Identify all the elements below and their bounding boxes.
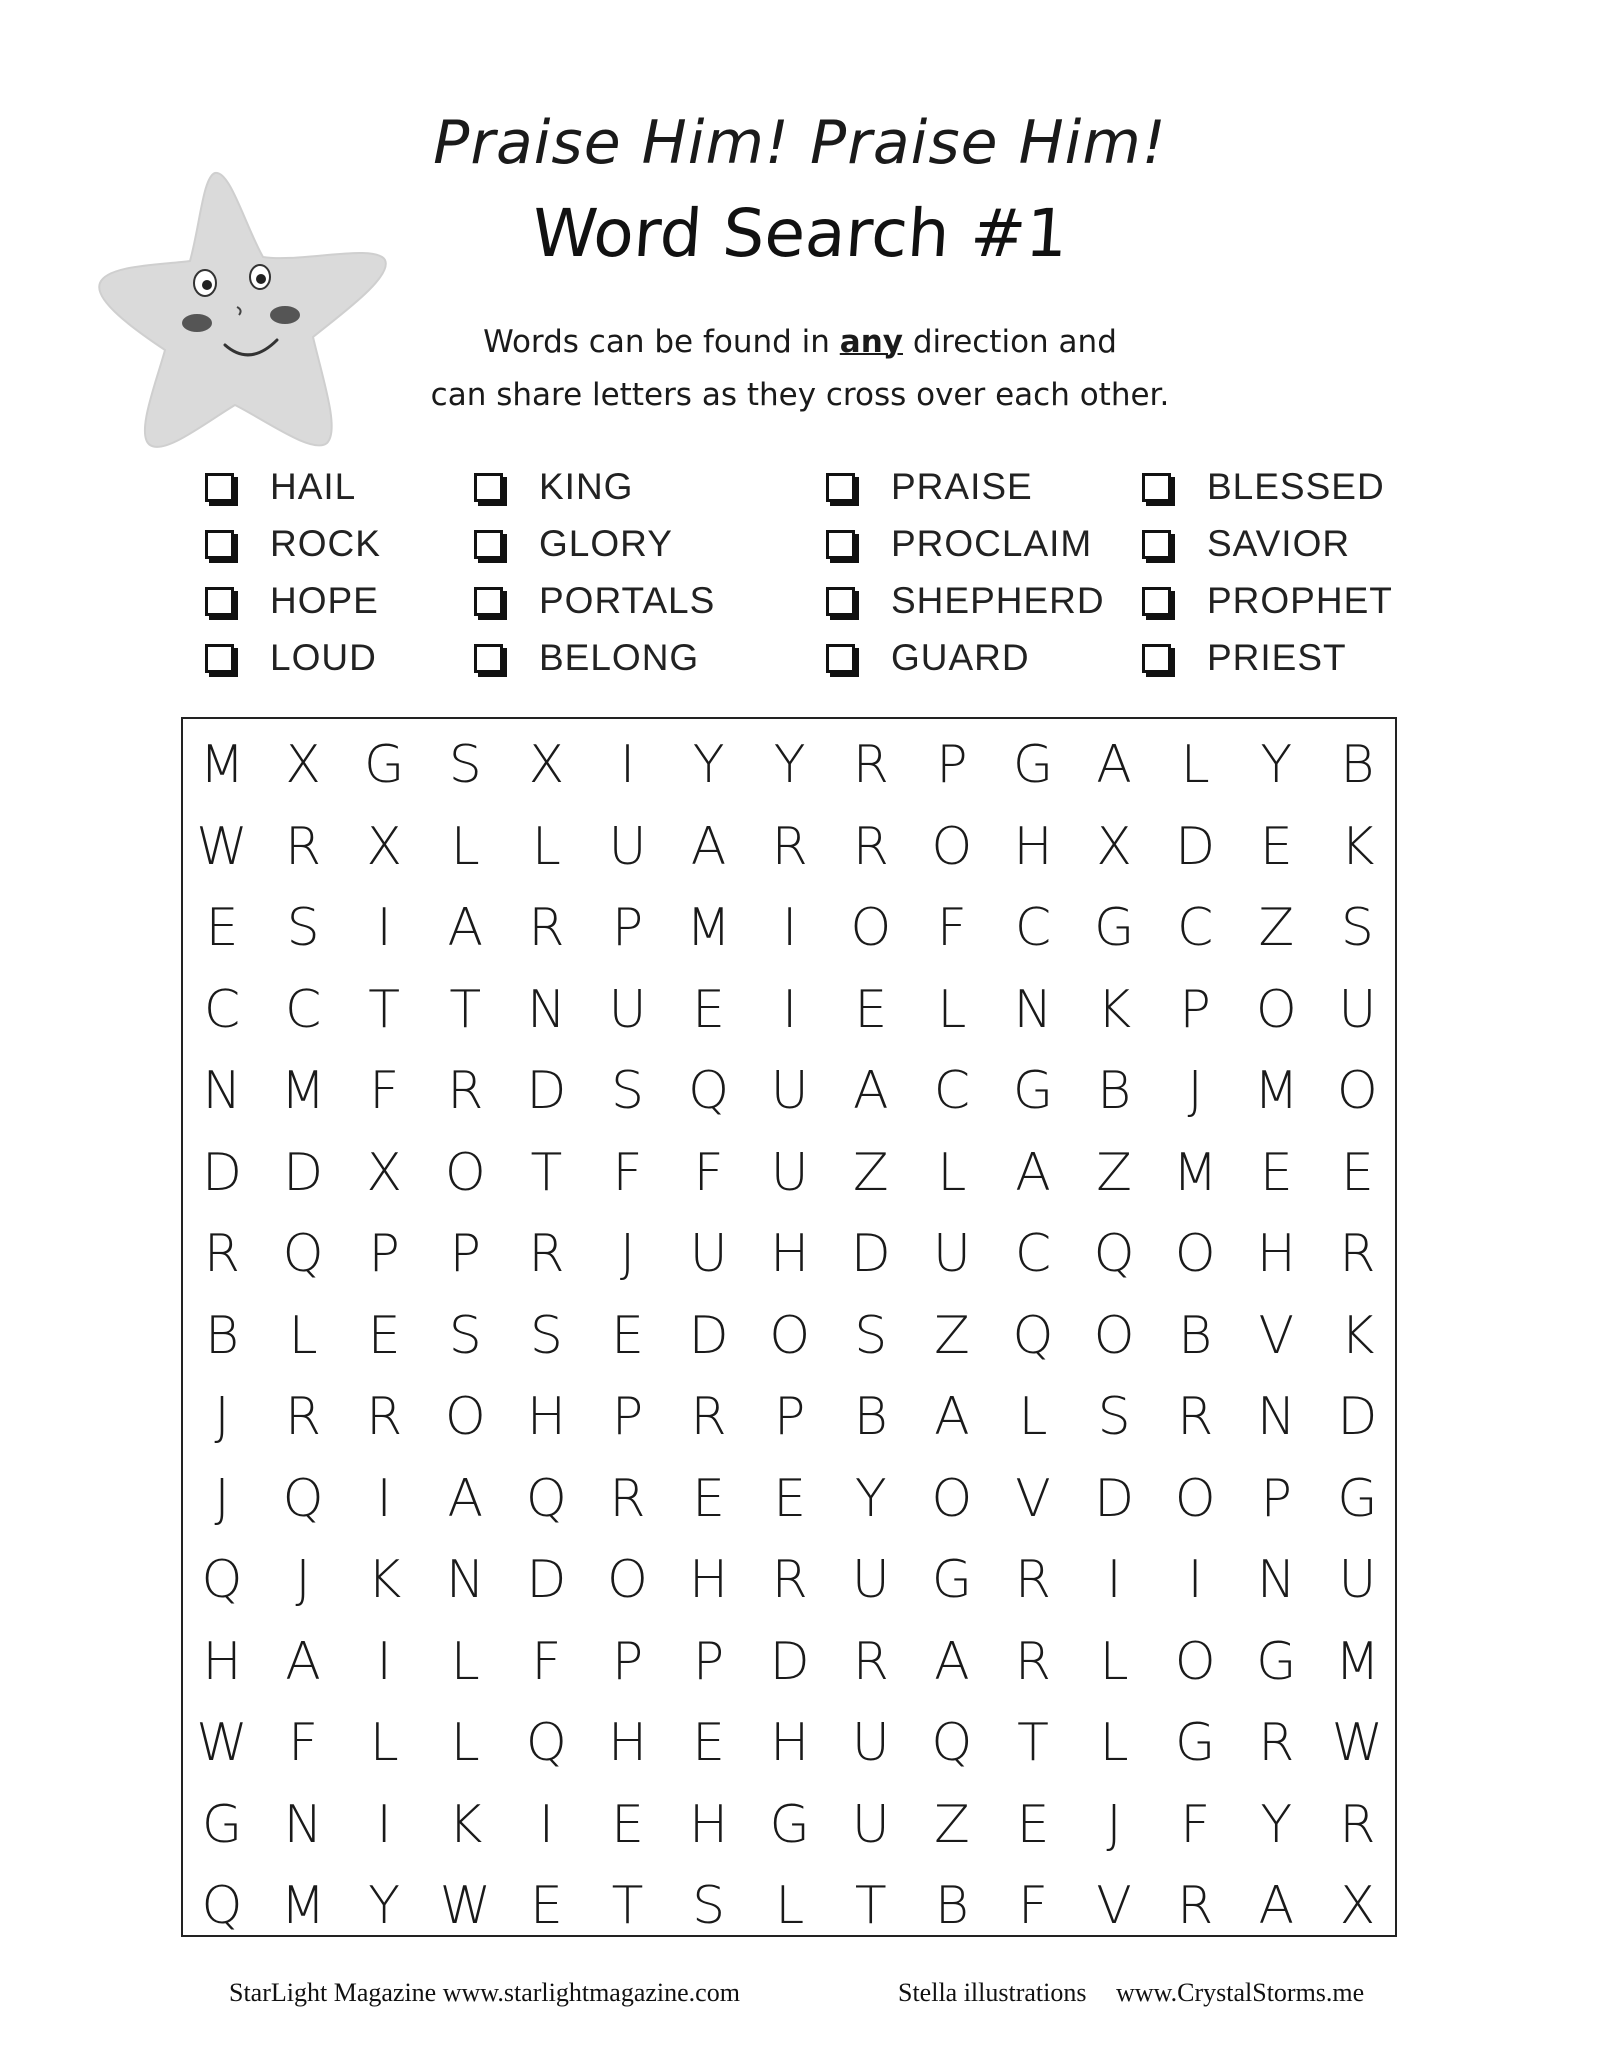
word-list-label: SAVIOR <box>1207 523 1351 564</box>
grid-letter[interactable]: S <box>286 898 320 958</box>
grid-letter[interactable]: R <box>1339 1794 1376 1855</box>
grid-letter[interactable]: L <box>1018 1387 1048 1447</box>
grid-letter[interactable]: I <box>376 898 392 958</box>
word-list-label: PROCLAIM <box>891 523 1093 564</box>
grid-letter[interactable]: O <box>850 898 892 958</box>
grid-letter[interactable]: A <box>690 816 727 877</box>
instructions-line-2: can share letters as they cross over each other. <box>430 377 1170 413</box>
grid-letter[interactable]: L <box>369 1713 399 1773</box>
checkbox-icon[interactable] <box>474 587 503 616</box>
grid-letter[interactable]: V <box>1258 1305 1295 1366</box>
grid-letter[interactable]: P <box>611 1387 644 1447</box>
grid-letter[interactable]: H <box>607 1713 648 1773</box>
grid-letter[interactable]: A <box>447 898 484 958</box>
grid-letter[interactable]: R <box>852 816 889 877</box>
grid-letter[interactable]: L <box>288 1305 318 1366</box>
checkbox-icon[interactable] <box>1142 473 1171 502</box>
grid-letter[interactable]: D <box>1175 816 1216 877</box>
grid-letter[interactable]: X <box>528 735 565 795</box>
grid-letter[interactable]: K <box>1340 816 1375 877</box>
grid-letter[interactable]: R <box>528 898 565 958</box>
grid-letter[interactable]: Q <box>1012 1305 1054 1366</box>
grid-letter[interactable]: Q <box>525 1713 567 1773</box>
word-list-item <box>826 462 1033 512</box>
grid-letter[interactable]: W <box>1331 1713 1384 1773</box>
grid-letter[interactable]: U <box>608 816 647 877</box>
grid-letter[interactable]: X <box>1339 1876 1376 1936</box>
grid-letter[interactable]: H <box>1256 1224 1296 1284</box>
instructions <box>300 316 1300 422</box>
grid-letter[interactable]: O <box>1174 1631 1216 1692</box>
grid-letter[interactable]: U <box>689 1224 728 1284</box>
grid-letter[interactable]: G <box>201 1794 243 1855</box>
grid-letter[interactable]: A <box>447 1468 484 1529</box>
grid-letter[interactable]: I <box>782 979 798 1040</box>
grid-letter[interactable]: D <box>201 1142 243 1203</box>
grid-letter[interactable]: J <box>619 1224 636 1284</box>
grid-letter[interactable]: O <box>1174 1468 1216 1529</box>
checkbox-icon[interactable] <box>205 530 234 559</box>
checkbox-icon[interactable] <box>826 587 855 616</box>
grid-letter[interactable]: R <box>285 1387 322 1447</box>
checkbox-icon[interactable] <box>1142 644 1171 673</box>
grid-letter[interactable]: X <box>285 735 321 795</box>
grid-letter[interactable]: M <box>199 735 245 795</box>
grid-letter[interactable]: J <box>214 1387 230 1447</box>
grid-letter[interactable]: O <box>444 1142 486 1203</box>
grid-letter[interactable]: M <box>686 898 732 958</box>
grid-letter[interactable]: B <box>1097 1061 1132 1121</box>
grid-letter[interactable]: E <box>205 898 239 958</box>
grid-letter[interactable]: E <box>854 979 888 1040</box>
grid-letter[interactable]: R <box>1339 1224 1376 1284</box>
footer-credit-illustrator: Stella illustrations <box>898 1978 1087 2007</box>
grid-letter[interactable]: P <box>774 1387 806 1447</box>
grid-letter[interactable]: L <box>937 979 967 1040</box>
grid-letter[interactable]: I <box>376 1468 392 1529</box>
grid-letter[interactable]: Y <box>1260 1794 1293 1855</box>
grid-letter[interactable]: O <box>1336 1061 1378 1121</box>
grid-letter[interactable]: C <box>1014 1224 1052 1284</box>
grid-letter[interactable]: E <box>773 1468 807 1529</box>
grid-letter[interactable]: E <box>367 1305 401 1366</box>
grid-letter[interactable]: D <box>1337 1387 1378 1447</box>
grid-letter[interactable]: O <box>931 816 973 877</box>
word-list-item <box>1142 576 1393 626</box>
grid-letter[interactable]: G <box>1093 898 1135 958</box>
grid-letter[interactable]: I <box>619 735 636 795</box>
checkbox-icon[interactable] <box>826 473 855 502</box>
grid-letter[interactable]: G <box>1012 735 1054 795</box>
grid-letter[interactable]: N <box>202 1061 242 1121</box>
grid-letter[interactable]: R <box>1177 1387 1214 1447</box>
word-list-label: PRIEST <box>1207 637 1347 678</box>
grid-letter[interactable]: P <box>368 1224 400 1284</box>
word-list-item <box>205 519 381 569</box>
grid-letter[interactable]: T <box>530 1142 563 1203</box>
grid-letter[interactable]: P <box>936 735 968 795</box>
grid-letter[interactable]: A <box>285 1631 321 1692</box>
grid-letter[interactable]: Z <box>852 1142 889 1203</box>
grid-letter[interactable]: P <box>692 1631 725 1692</box>
grid-letter[interactable]: G <box>1337 1468 1378 1529</box>
word-list-item <box>1142 519 1350 569</box>
grid-letter[interactable]: H <box>689 1550 729 1610</box>
grid-letter[interactable]: R <box>690 1387 727 1447</box>
word-list-item <box>826 633 1030 683</box>
grid-letter[interactable]: P <box>449 1224 481 1284</box>
grid-letter[interactable]: R <box>852 1631 889 1692</box>
grid-letter[interactable]: Y <box>368 1876 401 1936</box>
grid-letter[interactable]: D <box>1094 1468 1135 1529</box>
grid-letter[interactable]: U <box>851 1713 890 1773</box>
word-list-item <box>1142 633 1347 683</box>
grid-letter[interactable]: U <box>770 1061 809 1121</box>
grid-letter[interactable]: E <box>611 1305 644 1366</box>
page-title: Praise Him! Praise Him! <box>433 108 1167 178</box>
grid-letter[interactable]: A <box>853 1061 889 1121</box>
grid-letter[interactable]: I <box>1187 1550 1203 1610</box>
grid-letter[interactable]: N <box>445 1550 485 1610</box>
grid-letter[interactable]: S <box>854 1305 888 1366</box>
grid-letter[interactable]: I <box>538 1794 555 1855</box>
grid-letter[interactable]: S <box>610 1061 644 1121</box>
grid-letter[interactable]: J <box>214 1468 230 1529</box>
grid-letter[interactable]: E <box>529 1876 563 1936</box>
word-list-label: GLORY <box>539 523 673 564</box>
word-list-label: GUARD <box>891 637 1030 678</box>
grid-letter[interactable]: D <box>688 1305 729 1366</box>
grid-letter[interactable]: R <box>366 1387 403 1447</box>
grid-letter[interactable]: K <box>367 1550 402 1610</box>
grid-letter[interactable]: P <box>1260 1468 1292 1529</box>
grid-letter[interactable]: G <box>931 1550 973 1610</box>
grid-letter[interactable]: W <box>439 1876 491 1936</box>
grid-letter[interactable]: F <box>693 1142 724 1203</box>
grid-letter[interactable]: F <box>612 1142 643 1203</box>
grid-letter[interactable]: U <box>1338 1550 1377 1610</box>
grid-letter[interactable]: M <box>1172 1142 1218 1203</box>
grid-letter[interactable]: H <box>770 1713 810 1773</box>
grid-letter[interactable]: B <box>1340 735 1375 795</box>
grid-letter[interactable]: Z <box>1096 1142 1132 1203</box>
grid-letter[interactable]: I <box>376 1631 392 1692</box>
grid-letter[interactable]: K <box>1097 979 1132 1040</box>
grid-letter[interactable]: F <box>369 1061 400 1121</box>
grid-letter[interactable]: R <box>285 816 322 877</box>
grid-letter[interactable]: L <box>531 816 561 877</box>
grid-letter[interactable]: Q <box>525 1468 567 1529</box>
grid-letter[interactable]: U <box>851 1550 890 1610</box>
grid-letter[interactable]: Y <box>854 1468 887 1529</box>
grid-letter[interactable]: T <box>1017 1713 1049 1773</box>
grid-letter[interactable]: U <box>608 979 647 1040</box>
checkbox-icon[interactable] <box>474 644 503 673</box>
grid-letter[interactable]: M <box>1334 1631 1380 1692</box>
grid-letter[interactable]: E <box>1259 816 1293 877</box>
grid-letter[interactable]: E <box>1259 1142 1293 1203</box>
grid-letter[interactable]: Z <box>934 1305 970 1366</box>
grid-letter[interactable]: E <box>1340 1142 1374 1203</box>
word-list-label: LOUD <box>270 637 377 678</box>
grid-letter[interactable]: L <box>1180 735 1210 795</box>
word-list-label: KING <box>539 466 634 507</box>
grid-letter[interactable]: D <box>526 1061 567 1121</box>
grid-letter[interactable]: I <box>782 898 798 958</box>
word-list-label: PROPHET <box>1207 580 1393 621</box>
word-list-label: ROCK <box>270 523 381 564</box>
grid-letter[interactable]: N <box>1256 1387 1296 1447</box>
checkbox-icon[interactable] <box>1142 587 1171 616</box>
word-list-item <box>826 519 1092 569</box>
grid-letter[interactable]: U <box>770 1142 809 1203</box>
grid-letter[interactable]: S <box>1097 1387 1131 1447</box>
grid-letter[interactable]: D <box>283 1142 324 1203</box>
word-list-item <box>474 633 699 683</box>
grid-letter[interactable]: R <box>852 735 889 795</box>
grid-letter[interactable]: A <box>934 1631 970 1692</box>
footer-credit-magazine: StarLight Magazine www.starlightmagazine.com <box>229 1978 740 2007</box>
grid-letter[interactable]: L <box>1099 1713 1129 1773</box>
grid-letter[interactable]: U <box>932 1224 971 1284</box>
grid-letter[interactable]: R <box>771 816 808 877</box>
grid-letter[interactable]: N <box>1013 979 1053 1040</box>
grid-letter[interactable]: G <box>1256 1631 1297 1692</box>
grid-letter[interactable]: Y <box>1260 735 1293 795</box>
grid-letter[interactable]: M <box>280 1876 326 1936</box>
grid-letter[interactable]: O <box>607 1550 648 1610</box>
word-list-label: SHEPHERD <box>891 580 1105 621</box>
grid-letter[interactable]: T <box>449 979 482 1040</box>
grid-letter[interactable]: J <box>295 1550 311 1610</box>
grid-letter[interactable]: D <box>526 1550 567 1610</box>
word-list-label: HAIL <box>270 466 357 507</box>
grid-letter[interactable]: Q <box>282 1468 324 1529</box>
grid-letter[interactable]: Q <box>688 1061 730 1121</box>
grid-letter[interactable]: N <box>526 979 566 1040</box>
word-list-item <box>826 576 1105 626</box>
word-list-label: BELONG <box>539 637 700 678</box>
grid-letter[interactable]: E <box>692 1468 726 1529</box>
grid-letter[interactable]: O <box>769 1305 811 1366</box>
grid-letter[interactable]: D <box>769 1631 810 1692</box>
grid-letter[interactable]: M <box>280 1061 326 1121</box>
grid-letter[interactable]: R <box>1014 1550 1052 1610</box>
grid-letter[interactable]: G <box>1175 1713 1216 1773</box>
grid-letter[interactable]: P <box>611 898 644 958</box>
grid-letter[interactable]: U <box>851 1794 890 1855</box>
grid-letter[interactable]: Z <box>934 1794 970 1855</box>
grid-letter[interactable]: E <box>611 1794 644 1855</box>
grid-letter[interactable]: L <box>1099 1631 1129 1692</box>
instructions-emphasis: any <box>839 324 903 360</box>
grid-letter[interactable]: I <box>1106 1550 1122 1610</box>
grid-letter[interactable]: S <box>448 1305 482 1366</box>
grid-letter[interactable]: N <box>283 1794 323 1855</box>
grid-letter[interactable]: Q <box>201 1876 243 1936</box>
checkbox-icon[interactable] <box>1142 530 1171 559</box>
grid-letter[interactable]: S <box>448 735 482 795</box>
grid-letter[interactable]: C <box>203 979 241 1040</box>
grid-letter[interactable]: T <box>854 1876 887 1936</box>
grid-letter[interactable]: U <box>1338 979 1377 1040</box>
word-search-grid-frame <box>181 717 1397 1937</box>
grid-letter[interactable]: H <box>689 1794 729 1855</box>
grid-letter[interactable]: Z <box>1258 898 1295 958</box>
word-list-item <box>205 576 379 626</box>
grid-letter[interactable]: Y <box>773 735 806 795</box>
word-list-item <box>474 576 715 626</box>
grid-letter[interactable]: Q <box>931 1713 973 1773</box>
grid-letter[interactable]: G <box>364 735 405 795</box>
grid-letter[interactable]: K <box>448 1794 483 1855</box>
grid-letter[interactable]: L <box>450 816 480 877</box>
checkbox-icon[interactable] <box>205 473 234 502</box>
grid-letter[interactable]: T <box>368 979 401 1040</box>
grid-letter[interactable]: Y <box>692 735 725 795</box>
grid-letter[interactable]: F <box>1180 1794 1211 1855</box>
grid-letter[interactable]: L <box>775 1876 805 1936</box>
instructions-line-1 <box>300 316 1300 369</box>
grid-letter[interactable]: M <box>1253 1061 1299 1121</box>
word-list-item <box>205 633 377 683</box>
grid-letter[interactable]: E <box>692 1713 726 1773</box>
grid-letter[interactable]: E <box>692 979 726 1040</box>
grid-letter[interactable]: B <box>853 1387 888 1447</box>
grid-letter[interactable]: J <box>1187 1061 1203 1121</box>
grid-letter[interactable]: G <box>1012 1061 1054 1121</box>
grid-letter[interactable]: L <box>450 1713 480 1773</box>
grid-letter[interactable]: C <box>933 1061 971 1121</box>
grid-letter[interactable]: V <box>1096 1876 1132 1936</box>
grid-letter[interactable]: O <box>444 1387 486 1447</box>
grid-letter[interactable]: N <box>1256 1550 1296 1610</box>
grid-letter[interactable]: K <box>1340 1305 1375 1366</box>
grid-letter[interactable]: R <box>1014 1631 1052 1692</box>
grid-letter[interactable]: R <box>609 1468 646 1529</box>
grid-letter[interactable]: B <box>1178 1305 1213 1366</box>
word-list-label: HOPE <box>270 580 379 621</box>
word-list-item <box>474 519 673 569</box>
grid-letter[interactable]: G <box>769 1794 810 1855</box>
checkbox-icon[interactable] <box>826 644 855 673</box>
instructions-text-before: Words can be found in <box>483 324 840 360</box>
grid-letter[interactable]: H <box>1013 816 1053 877</box>
grid-letter[interactable]: R <box>203 1224 241 1284</box>
grid-letter[interactable]: A <box>1258 1876 1295 1936</box>
grid-letter[interactable]: C <box>1177 898 1214 958</box>
grid-letter[interactable]: F <box>288 1713 319 1773</box>
instructions-text-after: direction and <box>902 324 1117 360</box>
grid-letter[interactable]: A <box>934 1387 970 1447</box>
grid-letter[interactable]: J <box>1106 1794 1122 1855</box>
grid-letter[interactable]: W <box>196 816 248 877</box>
grid-letter[interactable]: H <box>770 1224 810 1284</box>
grid-letter[interactable]: L <box>450 1631 480 1692</box>
grid-letter[interactable]: D <box>850 1224 891 1284</box>
word-list-item <box>1142 462 1385 512</box>
checkbox-icon[interactable] <box>205 587 234 616</box>
grid-letter[interactable]: V <box>1015 1468 1051 1529</box>
grid-letter[interactable]: Q <box>282 1224 324 1284</box>
grid-letter[interactable]: P <box>611 1631 644 1692</box>
checkbox-icon[interactable] <box>205 644 234 673</box>
grid-letter[interactable]: X <box>366 816 402 877</box>
grid-letter[interactable]: H <box>202 1631 242 1692</box>
grid-letter[interactable]: I <box>376 1794 392 1855</box>
grid-letter[interactable]: T <box>611 1876 644 1936</box>
grid-letter[interactable]: L <box>937 1142 967 1203</box>
word-list-label: PRAISE <box>891 466 1033 507</box>
grid-letter[interactable]: O <box>1093 1305 1135 1366</box>
grid-letter[interactable]: R <box>1258 1713 1295 1773</box>
grid-letter[interactable]: O <box>1255 979 1297 1040</box>
grid-letter[interactable]: A <box>1096 735 1132 795</box>
grid-letter[interactable]: X <box>366 1142 402 1203</box>
word-list-item <box>474 462 633 512</box>
grid-letter[interactable]: R <box>528 1224 565 1284</box>
word-list-label: PORTALS <box>539 580 716 621</box>
grid-letter[interactable]: S <box>529 1305 563 1366</box>
grid-letter[interactable]: C <box>284 979 322 1040</box>
checkbox-icon[interactable] <box>474 473 503 502</box>
word-list-item <box>205 462 356 512</box>
grid-letter[interactable]: H <box>526 1387 566 1447</box>
grid-letter[interactable]: B <box>934 1876 969 1936</box>
grid-letter[interactable]: A <box>1015 1142 1051 1203</box>
word-list-label: BLESSED <box>1207 466 1385 507</box>
grid-letter[interactable]: O <box>1174 1224 1216 1284</box>
footer-credit-website: www.CrystalStorms.me <box>1116 1978 1365 2007</box>
grid-letter[interactable]: Q <box>1093 1224 1135 1284</box>
grid-letter[interactable]: C <box>1014 898 1052 958</box>
grid-letter[interactable]: R <box>1177 1876 1214 1936</box>
grid-letter[interactable]: F <box>531 1631 562 1692</box>
checkbox-icon[interactable] <box>474 530 503 559</box>
grid-letter[interactable]: F <box>936 898 967 958</box>
grid-letter[interactable]: Q <box>201 1550 243 1610</box>
grid-letter[interactable]: X <box>1096 816 1132 877</box>
grid-letter[interactable]: E <box>1016 1794 1050 1855</box>
grid-letter[interactable]: S <box>692 1876 726 1936</box>
grid-letter[interactable]: R <box>771 1550 808 1610</box>
grid-letter[interactable]: B <box>204 1305 240 1366</box>
grid-letter[interactable]: S <box>1340 898 1374 958</box>
grid-letter[interactable]: O <box>931 1468 973 1529</box>
grid-letter[interactable]: P <box>1179 979 1211 1040</box>
grid-letter[interactable]: F <box>1018 1876 1048 1936</box>
grid-letter[interactable]: R <box>447 1061 484 1121</box>
grid-letter[interactable]: W <box>196 1713 248 1773</box>
page-subtitle: Word Search #1 <box>529 195 1071 272</box>
checkbox-icon[interactable] <box>826 530 855 559</box>
